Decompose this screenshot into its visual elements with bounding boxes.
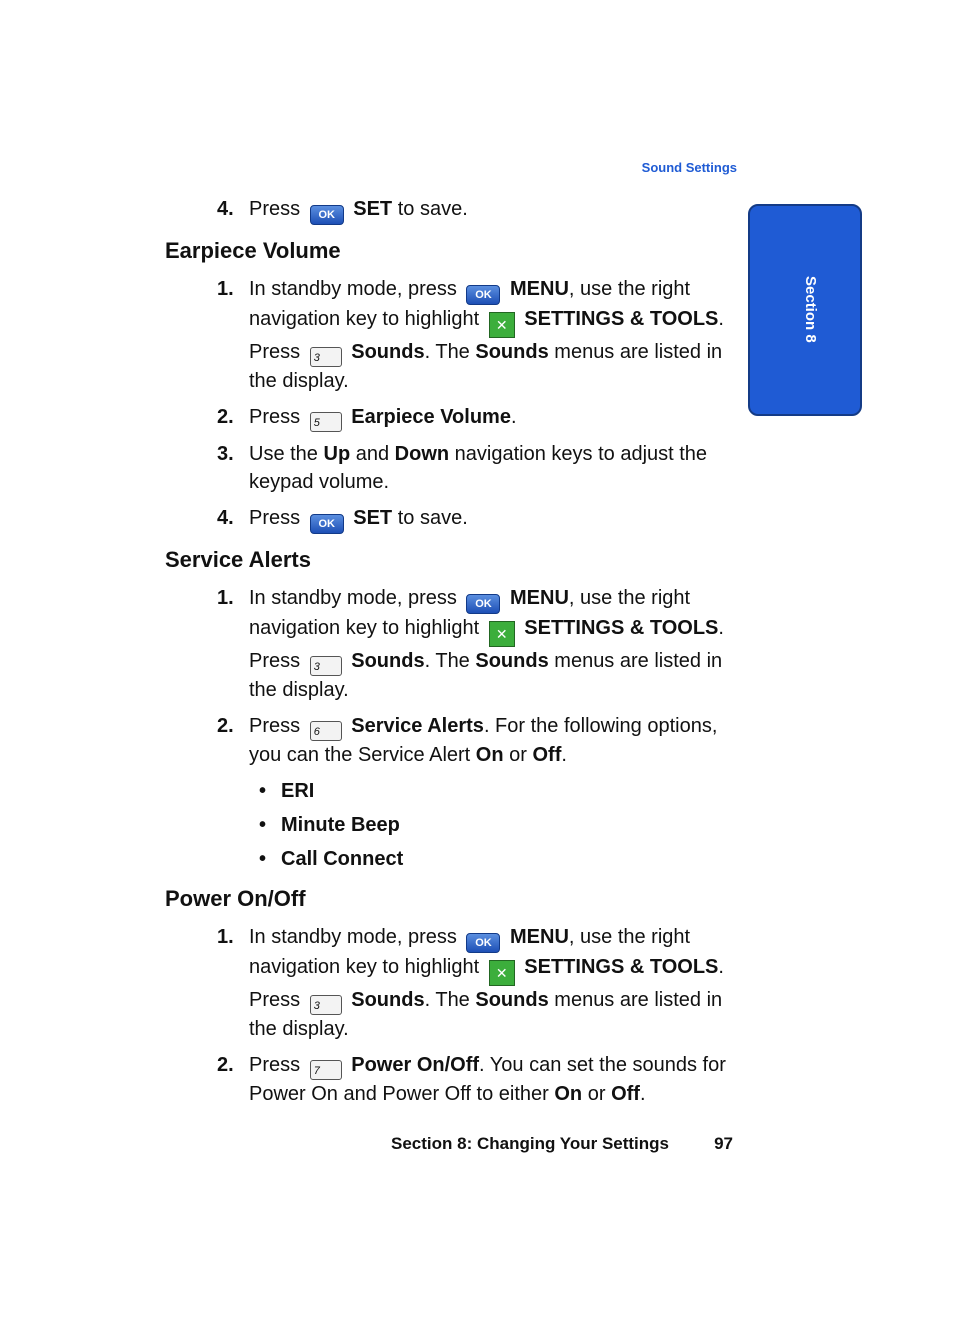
step-bold: MENU	[510, 278, 569, 300]
section-tab-label: Section 8	[802, 276, 819, 343]
step	[165, 403, 740, 432]
step-number: 1.	[217, 587, 234, 609]
step-text: Press	[249, 198, 301, 220]
step-bold: Sounds	[475, 989, 549, 1011]
step-text: . You can set the sounds for Power On and Power Off to either	[249, 1054, 726, 1105]
step-bold: Sounds	[475, 341, 549, 363]
service-alert-options	[165, 777, 740, 873]
settings-tools-icon: ✕	[489, 960, 515, 986]
step-text: to save.	[397, 198, 468, 220]
step-text: . Press	[249, 308, 724, 363]
key-7-icon: 7	[310, 1060, 342, 1080]
step-bold: Earpiece Volume	[351, 406, 511, 428]
step-bold: MENU	[510, 587, 569, 609]
page-footer	[391, 1134, 733, 1154]
step	[165, 712, 740, 769]
step-bold: Down	[394, 443, 450, 465]
step	[165, 1051, 740, 1108]
step-text: to save.	[397, 507, 468, 529]
step-number: 4.	[217, 198, 234, 220]
step-bold: SETTINGS & TOOLS	[524, 956, 719, 978]
key-5-icon: 5	[310, 412, 342, 432]
step-bold: Off	[611, 1083, 640, 1105]
step-text: . For the following options, you can the Service Alert	[249, 715, 718, 766]
step	[165, 275, 740, 395]
step-text: . The	[424, 650, 470, 672]
list-item: • Minute Beep	[281, 811, 740, 839]
step-bold: On	[475, 744, 504, 766]
step-text: Press	[249, 715, 301, 737]
section-title-earpiece-volume: Earpiece Volume	[165, 238, 341, 263]
running-header: Sound Settings	[641, 160, 737, 175]
step-text: .	[510, 406, 517, 428]
step-text: Press	[249, 1054, 301, 1076]
step-number: 1.	[217, 926, 234, 948]
step-bold: Service Alerts	[351, 715, 484, 737]
step-bold: Up	[323, 443, 351, 465]
step-text: In standby mode, press	[249, 587, 457, 609]
footer-section-title: Section 8: Changing Your Settings	[391, 1134, 670, 1153]
step-number: 2.	[217, 715, 234, 737]
step-bold: Sounds	[351, 650, 425, 672]
step-bold: SETTINGS & TOOLS	[524, 617, 719, 639]
step-text: menus are listed in the display.	[249, 650, 723, 701]
step-number: 3.	[217, 443, 234, 465]
step-text: menus are listed in the display.	[249, 989, 723, 1040]
step-bold: SET	[353, 507, 393, 529]
ok-key-icon: OK	[466, 285, 500, 305]
page-content	[165, 195, 740, 1116]
step-text: or	[587, 1083, 606, 1105]
step-text: In standby mode, press	[249, 926, 457, 948]
step-text: and	[355, 443, 390, 465]
section-tab	[748, 204, 862, 416]
page-number: 97	[714, 1134, 733, 1153]
section-title-power-on-off: Power On/Off	[165, 886, 306, 911]
key-3-icon: 3	[310, 347, 342, 367]
step-text: . Press	[249, 956, 724, 1011]
step-text: navigation keys to adjust the keypad volume.	[249, 443, 708, 493]
step-number: 2.	[217, 1054, 234, 1076]
step-bold: SETTINGS & TOOLS	[524, 308, 719, 330]
step-text: .	[639, 1083, 646, 1105]
step-text: . The	[424, 341, 470, 363]
ok-key-icon: OK	[466, 933, 500, 953]
list-item: • ERI	[281, 777, 740, 805]
step	[165, 504, 740, 534]
step-text: or	[509, 744, 527, 766]
key-3-icon: 3	[310, 656, 342, 676]
step-bold: Off	[532, 744, 562, 766]
step-text: In standby mode, press	[249, 278, 457, 300]
step-bold: Sounds	[351, 989, 425, 1011]
step-text: Press	[249, 406, 301, 428]
step-text: , use the right navigation key to highlight	[249, 926, 691, 978]
step-text: Use the	[249, 443, 318, 465]
step-bold: Sounds	[351, 341, 425, 363]
step-text: , use the right navigation key to highlight	[249, 278, 691, 330]
step-text: . Press	[249, 617, 724, 672]
key-6-icon: 6	[310, 721, 342, 741]
step-bold: MENU	[510, 926, 569, 948]
settings-tools-icon: ✕	[489, 312, 515, 338]
step-set-save	[165, 195, 740, 225]
step	[165, 440, 740, 496]
step-number: 2.	[217, 406, 234, 428]
ok-key-icon: OK	[310, 514, 344, 534]
step-bold: Sounds	[475, 650, 549, 672]
ok-key-icon: OK	[310, 205, 344, 225]
step-bold: On	[554, 1083, 583, 1105]
list-item: • Call Connect	[281, 845, 740, 873]
step-text: .	[561, 744, 567, 766]
step-text: Press	[249, 507, 301, 529]
step-number: 4.	[217, 507, 234, 529]
step-text: , use the right navigation key to highlight	[249, 587, 691, 639]
step	[165, 923, 740, 1043]
step-bold: Power On/Off	[351, 1054, 480, 1076]
step	[165, 584, 740, 704]
ok-key-icon: OK	[466, 594, 500, 614]
step-text: . The	[424, 989, 470, 1011]
step-number: 1.	[217, 278, 234, 300]
settings-tools-icon: ✕	[489, 621, 515, 647]
key-3-icon: 3	[310, 995, 342, 1015]
step-text: menus are listed in the display.	[249, 341, 723, 392]
section-title-service-alerts: Service Alerts	[165, 547, 311, 572]
step-bold: SET	[353, 198, 393, 220]
